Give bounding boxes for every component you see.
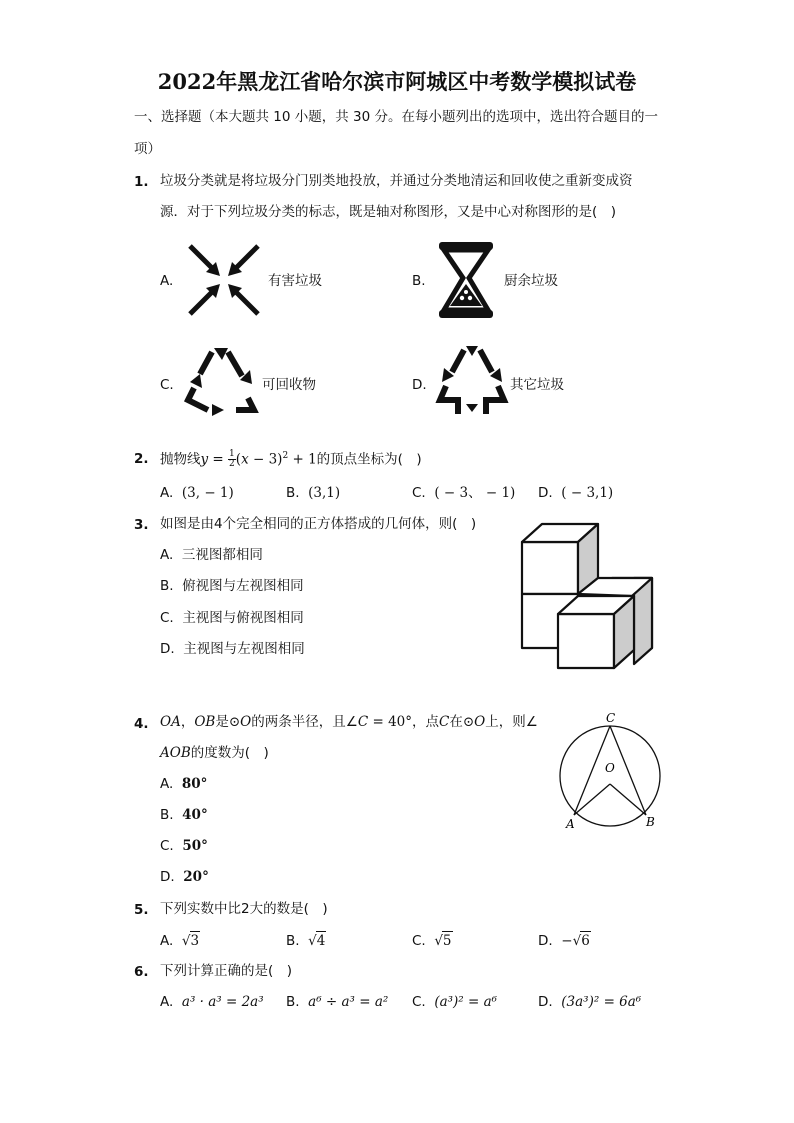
option-text: 有害垃圾 bbox=[268, 273, 322, 289]
option-text: (3,1) bbox=[308, 485, 341, 501]
option[interactable] bbox=[412, 484, 515, 502]
question-stem: 垃圾分类就是将垃圾分门别类地投放，并通过分类地清运和回收使之重新变成资 bbox=[160, 173, 633, 189]
formula-part: − 3) bbox=[248, 451, 283, 468]
sqrt-symbol: √ bbox=[308, 933, 317, 949]
option[interactable] bbox=[286, 993, 388, 1011]
question-stem bbox=[160, 447, 422, 469]
option-letter: D. bbox=[538, 994, 553, 1010]
fraction-numerator: 1 bbox=[229, 449, 235, 459]
question-stem-cont: 源．对于下列垃圾分类的标志，既是轴对称图形，又是中心对称图形的是( ) bbox=[160, 204, 617, 220]
section-header: 一、选择题（本大题共 10 小题，共 30 分。在每小题列出的选项中，选出符合题目的一 bbox=[134, 109, 659, 125]
math-label: AOB bbox=[160, 745, 191, 761]
other-waste-icon bbox=[436, 342, 508, 420]
option-letter: C. bbox=[160, 838, 174, 854]
option-letter: D. bbox=[160, 869, 175, 885]
option[interactable] bbox=[160, 806, 208, 824]
sqrt-symbol: √ bbox=[434, 933, 443, 949]
option-letter: A. bbox=[160, 547, 174, 563]
option-letter: A. bbox=[160, 485, 174, 501]
circle-symbol: ⊙ bbox=[462, 714, 475, 730]
option-text: (3, − 1) bbox=[181, 485, 234, 501]
page-title: 2022年黑龙江省哈尔滨市阿城区中考数学模拟试卷 bbox=[157, 69, 637, 94]
formula-var: x bbox=[241, 451, 249, 468]
stem-text: 在 bbox=[449, 714, 463, 730]
option-text: (a³)² = a⁶ bbox=[434, 994, 498, 1010]
option[interactable] bbox=[538, 993, 641, 1011]
option-text: 厨余垃圾 bbox=[504, 273, 558, 289]
question-stem bbox=[160, 713, 538, 731]
option-text: 三视图都相同 bbox=[181, 547, 263, 563]
option-letter[interactable]: A. bbox=[160, 273, 174, 289]
fraction-denominator: 2 bbox=[229, 459, 235, 469]
option-text: 80° bbox=[181, 776, 208, 792]
option[interactable] bbox=[286, 931, 326, 950]
question-number: 6. bbox=[134, 964, 149, 980]
stem-text: ， bbox=[180, 714, 195, 730]
question-number: 2. bbox=[134, 451, 149, 467]
option-text: 主视图与左视图相同 bbox=[183, 641, 305, 657]
point-label-o: O bbox=[605, 761, 615, 775]
option[interactable] bbox=[160, 868, 209, 886]
question-stem: 如图是由4个完全相同的正方体搭成的几何体，则( ) bbox=[160, 516, 477, 532]
option-text: a⁶ ÷ a³ = a² bbox=[308, 994, 389, 1010]
option[interactable] bbox=[160, 577, 304, 595]
kitchen-waste-icon bbox=[436, 240, 496, 320]
point-label-c: C bbox=[606, 711, 616, 725]
formula-eq: = bbox=[208, 451, 229, 468]
option-text: 可回收物 bbox=[262, 377, 316, 393]
option[interactable] bbox=[160, 484, 234, 502]
option-sign: − bbox=[561, 933, 573, 949]
radicand: 3 bbox=[190, 933, 200, 949]
option-letter: D. bbox=[538, 933, 553, 949]
question-number: 1. bbox=[134, 174, 149, 190]
option[interactable] bbox=[160, 931, 200, 950]
option[interactable] bbox=[160, 993, 264, 1011]
option-letter: C. bbox=[412, 933, 426, 949]
option-text: 俯视图与左视图相同 bbox=[182, 578, 304, 594]
option-letter: D. bbox=[160, 641, 175, 657]
option-text: 其它垃圾 bbox=[510, 377, 564, 393]
option[interactable] bbox=[538, 484, 613, 502]
option[interactable] bbox=[412, 993, 497, 1011]
option[interactable] bbox=[412, 931, 453, 950]
math-label: O bbox=[240, 714, 252, 730]
radicand: 4 bbox=[316, 933, 326, 949]
option-letter: B. bbox=[160, 807, 174, 823]
option-text: 20° bbox=[183, 869, 209, 885]
option-letter: D. bbox=[538, 485, 553, 501]
point-label-b: B bbox=[646, 815, 655, 829]
question-stem: 下列计算正确的是( ) bbox=[160, 963, 293, 979]
math-label: C bbox=[439, 714, 450, 730]
math-label: OB bbox=[194, 714, 216, 730]
math-label: C bbox=[357, 714, 369, 730]
formula-exponent: 2 bbox=[282, 451, 289, 461]
option[interactable] bbox=[160, 609, 304, 627]
circle-figure bbox=[556, 708, 666, 836]
option-letter[interactable]: D. bbox=[412, 377, 427, 393]
option-text: 主视图与俯视图相同 bbox=[182, 610, 304, 626]
stem-text: ，点 bbox=[412, 714, 439, 730]
stem-text: 抛物线 bbox=[160, 451, 201, 468]
option-text: 50° bbox=[182, 838, 208, 854]
math-label: O bbox=[474, 714, 486, 730]
option-letter: B. bbox=[286, 994, 300, 1010]
question-stem: 下列实数中比2大的数是( ) bbox=[160, 901, 328, 917]
option-letter: A. bbox=[160, 933, 174, 949]
option-text: a³ · a³ = 2a³ bbox=[181, 994, 264, 1010]
option-letter: C. bbox=[412, 485, 426, 501]
option-letter: B. bbox=[286, 933, 300, 949]
option-text: ( − 3、 − 1) bbox=[434, 485, 516, 501]
math-label: OA bbox=[160, 714, 181, 730]
point-label-a: A bbox=[566, 817, 575, 831]
formula-var: y bbox=[200, 451, 209, 468]
option-letter[interactable]: C. bbox=[160, 377, 174, 393]
question-number: 3. bbox=[134, 517, 149, 533]
stem-text: 的度数为( ) bbox=[190, 745, 269, 761]
radicand: 5 bbox=[442, 933, 452, 949]
formula-part: + 1 bbox=[288, 451, 317, 468]
option-text: 40° bbox=[182, 807, 208, 823]
section-header-cont: 项） bbox=[134, 141, 161, 157]
math-value: = 40° bbox=[368, 714, 412, 730]
option[interactable] bbox=[538, 931, 591, 950]
option-letter: B. bbox=[286, 485, 300, 501]
recyclable-icon bbox=[184, 344, 260, 416]
option[interactable] bbox=[286, 484, 340, 502]
stem-text: 的两条半径，且∠ bbox=[251, 714, 358, 730]
option-letter: C. bbox=[160, 610, 174, 626]
radicand: 6 bbox=[581, 933, 590, 949]
question-number: 5. bbox=[134, 902, 149, 918]
sqrt-symbol: √ bbox=[572, 933, 582, 949]
formula-part: ( bbox=[235, 451, 242, 468]
cube-stack-figure bbox=[520, 522, 656, 670]
option[interactable] bbox=[160, 837, 208, 855]
option-text: ( − 3,1) bbox=[561, 485, 614, 501]
question-number: 4. bbox=[134, 716, 149, 732]
option-letter: A. bbox=[160, 994, 174, 1010]
question-stem-cont bbox=[160, 744, 269, 762]
stem-text: 的顶点坐标为( ) bbox=[316, 451, 422, 468]
option-letter[interactable]: B. bbox=[412, 273, 426, 289]
option-letter: B. bbox=[160, 578, 174, 594]
harmful-waste-icon bbox=[186, 242, 262, 318]
formula-fraction bbox=[228, 450, 236, 469]
circle-symbol: ⊙ bbox=[228, 714, 241, 730]
option-letter: C. bbox=[412, 994, 426, 1010]
stem-text: 上，则∠ bbox=[485, 714, 538, 730]
option-letter: A. bbox=[160, 776, 174, 792]
option[interactable] bbox=[160, 775, 207, 793]
option[interactable] bbox=[160, 640, 305, 658]
option[interactable] bbox=[160, 546, 263, 564]
stem-text: 是 bbox=[215, 714, 229, 730]
sqrt-symbol: √ bbox=[181, 933, 191, 949]
option-text: (3a³)² = 6a⁶ bbox=[561, 994, 642, 1010]
